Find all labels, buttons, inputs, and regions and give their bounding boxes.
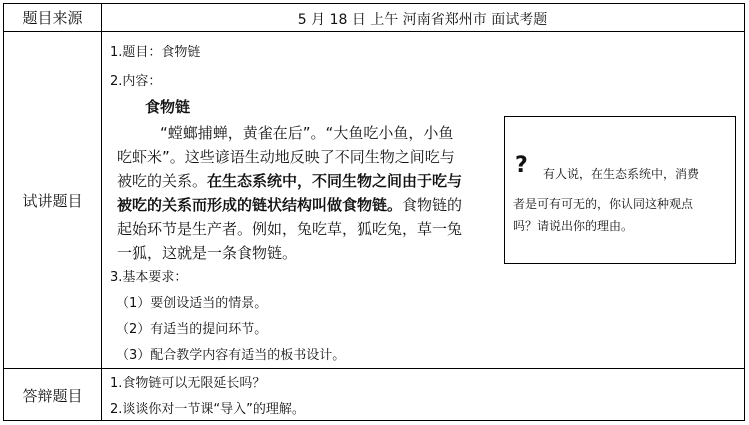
question-mark-icon: ? [515, 153, 528, 178]
defense-item: 1.食物链可以无限延长吗？ [110, 376, 266, 391]
passage-line: 吃虾米”。这些谚语生动地反映了不同生物之间吃与 [117, 148, 455, 166]
row-divider [4, 368, 744, 369]
question-line: 吗？请说出你的理由。 [513, 219, 634, 233]
definition-segment: 被吃的关系而形成的链状结构叫做食物链。 [117, 196, 403, 214]
source-value: 5 月 18 日 上午 河南省郑州市 面试考题 [297, 12, 548, 28]
passage-line: 一狐，这就是一条食物链。 [117, 244, 298, 262]
passage-line [117, 194, 462, 215]
source-label: 题目来源 [22, 9, 83, 27]
lecture-label: 试讲题目 [22, 191, 83, 210]
question-line: 者是可有可无的，你认同这种观点 [513, 197, 694, 211]
requirement-item: （3）配合教学内容有适当的板书设计。 [116, 348, 346, 363]
definition-segment: 在生态系统中，不同生物之间由于吃与 [207, 172, 463, 190]
passage-line: 起始环节是生产者。例如，兔吃草，狐吃兔，草一兔 [117, 220, 463, 238]
defense-label: 答辩题目 [22, 386, 83, 405]
defense-item: 2.谈谈你对一节课“导入”的理解。 [110, 402, 305, 417]
question-line: 有人说，在生态系统中，消费 [543, 167, 700, 181]
passage-line: “螳螂捕蝉，黄雀在后”。“大鱼吃小鱼，小鱼 [160, 124, 454, 142]
passage-title: 食物链 [145, 98, 191, 116]
passage-segment: 食物链的 [402, 196, 463, 214]
exam-table [3, 3, 745, 421]
content-label: 2.内容： [110, 74, 162, 89]
passage-line [117, 170, 462, 191]
passage-segment: 被吃的关系。 [117, 172, 208, 190]
question-box [504, 116, 736, 264]
column-divider [101, 4, 102, 420]
topic-line: 1.题目：食物链 [110, 45, 201, 60]
requirement-item: （2）有适当的提问环节。 [116, 322, 268, 337]
requirement-item: （1）要创设适当的情景。 [116, 296, 268, 311]
requirements-label: 3.基本要求： [110, 270, 188, 285]
row-divider [4, 31, 744, 32]
